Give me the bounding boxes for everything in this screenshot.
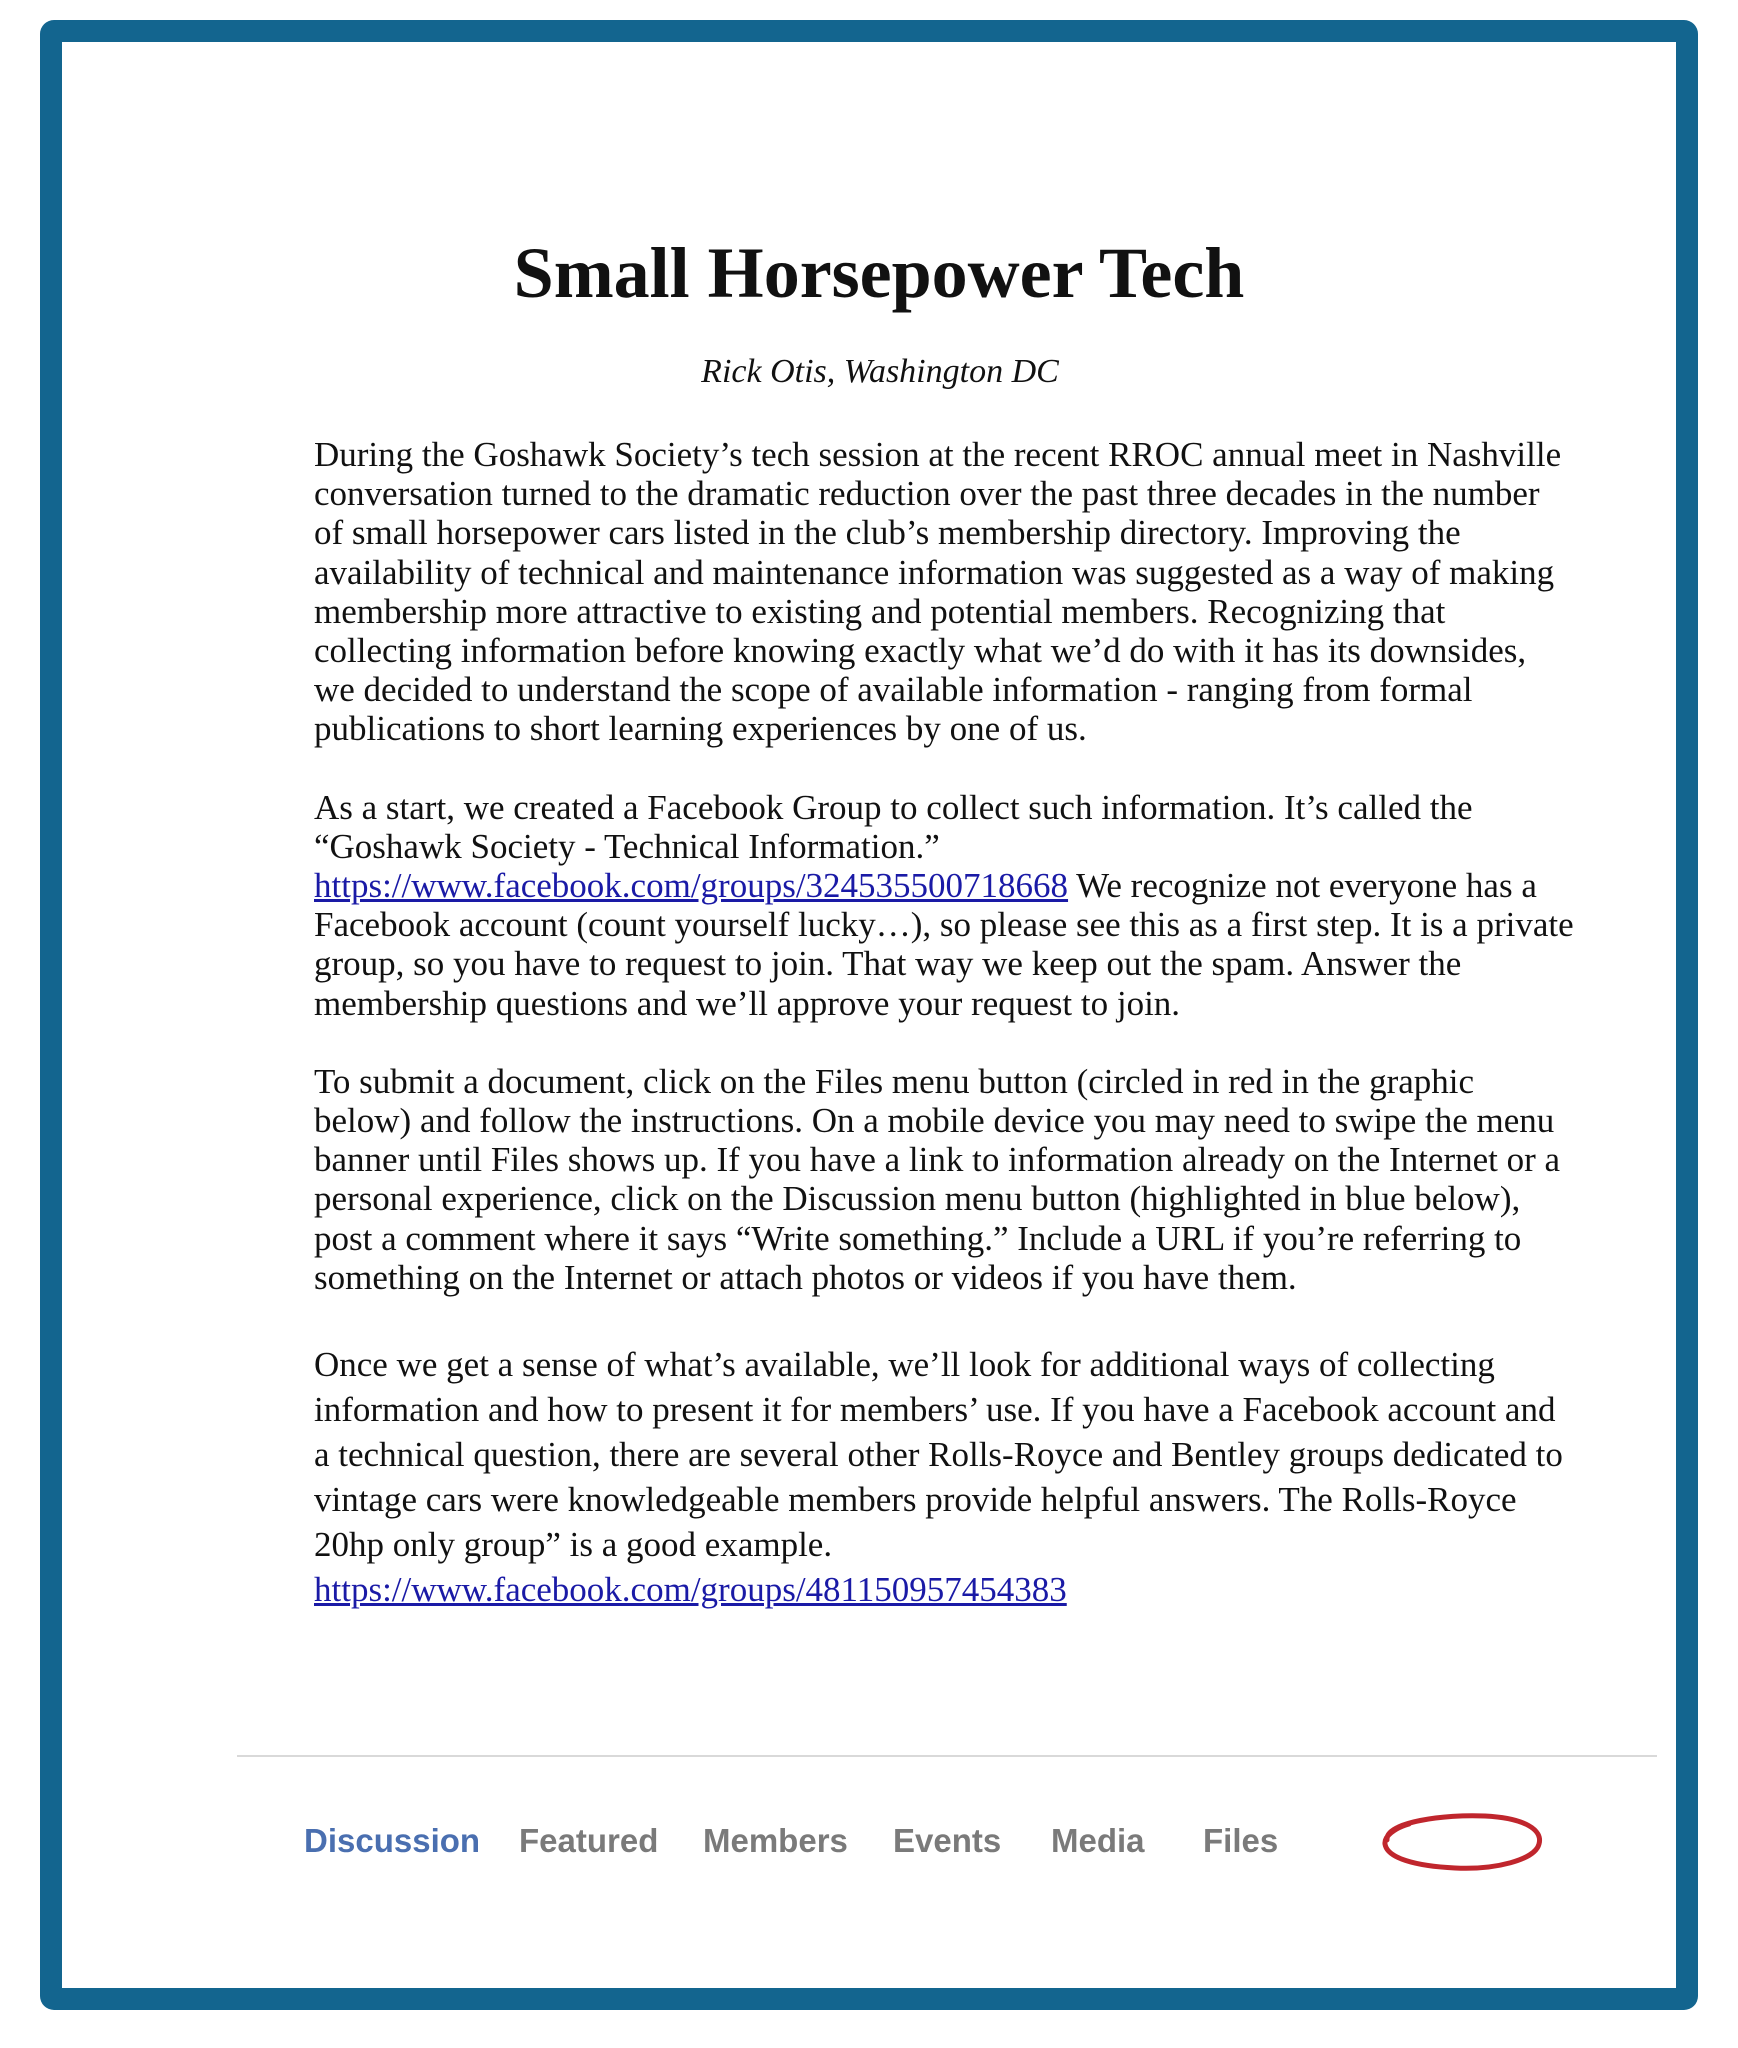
menu-item-members[interactable]: Members (703, 1822, 848, 1859)
menu-divider (237, 1755, 1657, 1757)
menu-item-files[interactable]: Files (1203, 1822, 1279, 1859)
menu-item-media[interactable]: Media (1051, 1822, 1145, 1859)
goshawk-group-link[interactable]: https://www.facebook.com/groups/324535500718668 (314, 866, 1069, 906)
paragraph-text: Once we get a sense of what’s available, we’ll look for additional ways of collecting information and how to present it for members’ use. If you have a Facebook account and a technical question, there are several other Rolls-Royce and Bentley groups dedicated to vintage cars were knowledgeable members provide helpful answers. The Rolls-Royce 20hp only group” is a good example. (314, 1345, 1563, 1565)
group-menu-banner (237, 1810, 1657, 1874)
author-byline: Rick Otis, Washington DC (701, 353, 1059, 390)
paragraph-text: We recognize not everyone has a Facebook account (count yourself lucky…), so please see this as a first step. It is a private group, so you have to request to join. That way we keep out the spam. Answer the membership questions and we’ll approve your request to join. (314, 866, 1574, 1023)
page-frame (40, 20, 1698, 2010)
menu-item-featured[interactable]: Featured (519, 1822, 659, 1859)
paragraph-intro: During the Goshawk Society’s tech session at the recent RROC annual meet in Nashville conversation turned to the dramatic reduction over the past three decades in the number of small horsepower cars listed in the club’s membership directory. Improving the availability of technical and maintenance information was suggested as a way of making membership more attractive to existing and potential members. Recognizing that collecting information before knowing exactly what we’d do with it has its downsides, we decided to understand the scope of available information - ranging from formal publications to short learning experiences by one of us. (314, 435, 1562, 749)
paragraph-closing (314, 1342, 1574, 1612)
paragraph-instructions: To submit a document, click on the Files menu button (circled in red in the graphic below) and follow the instructions. On a mobile device you may need to swipe the menu banner until Files shows up. If you have a link to information already on the Internet or a personal experience, click on the Discussion menu button (highlighted in blue below), post a comment where it says “Write something.” Include a URL if you’re referring to something on the Internet or attach photos or videos if you have them. (314, 1061, 1561, 1297)
menu-item-events[interactable]: Events (893, 1822, 1002, 1859)
files-highlight-circle (1375, 1810, 1547, 1874)
rolls-royce-20hp-group-link[interactable]: https://www.facebook.com/groups/481150957454383 (314, 1570, 1067, 1610)
article-body (314, 435, 1574, 1651)
page-title: Small Horsepower Tech (513, 233, 1245, 313)
menu-item-discussion[interactable]: Discussion (304, 1822, 481, 1859)
paragraph-text: As a start, we created a Facebook Group to collect such information. It’s called the “Goshawk Society - Technical Information.” (314, 787, 1473, 866)
paragraph-facebook-group (314, 788, 1574, 1023)
